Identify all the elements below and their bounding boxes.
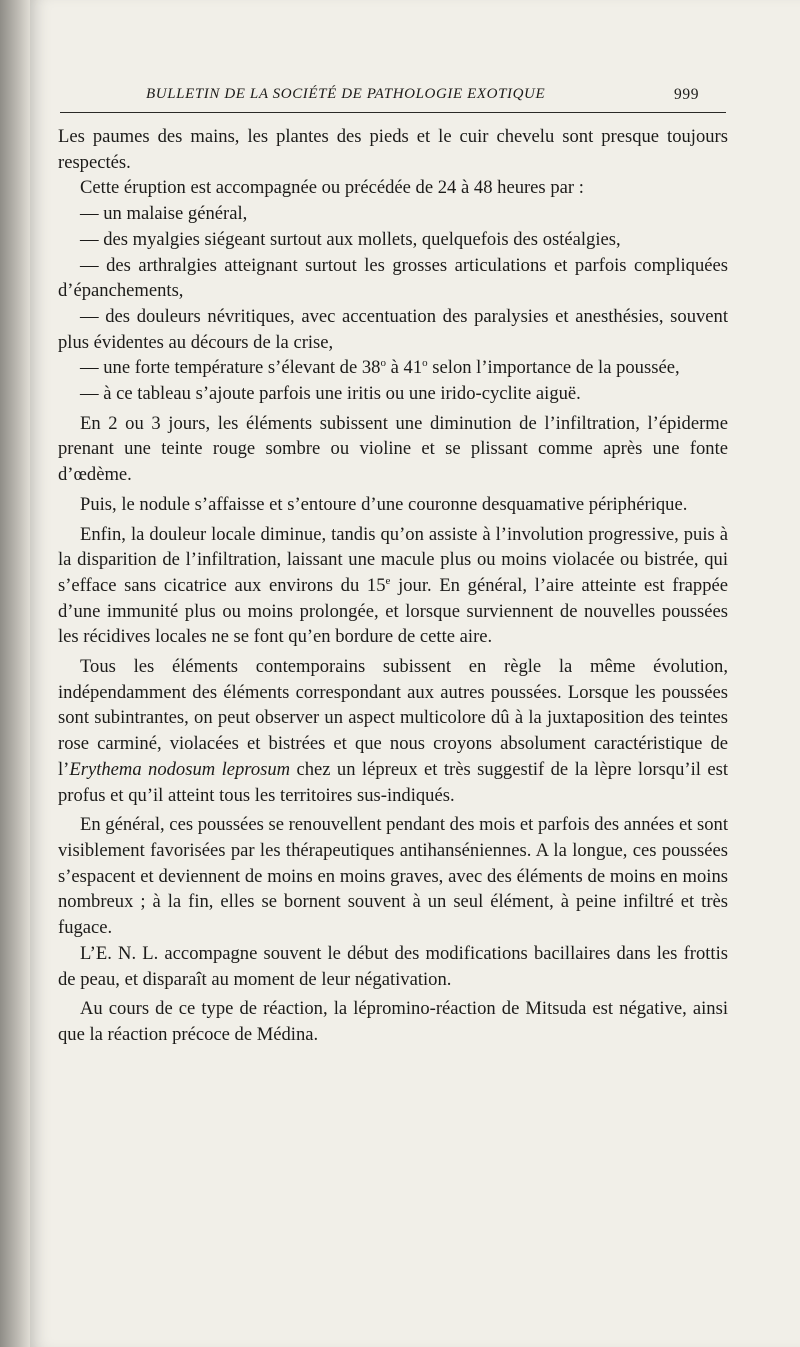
- symptom-malaise: — un malaise général,: [80, 203, 248, 225]
- latin-term: Erythema nodosum leprosum: [69, 758, 291, 780]
- running-title: BULLETIN DE LA SOCIÉTÉ DE PATHOLOGIE EXOTIQUE: [146, 86, 546, 102]
- paragraph-eruption-intro: Cette éruption est accompagnée ou précédée de 24 à 48 heures par :: [80, 177, 584, 199]
- paragraph-mitsuda: Au cours de ce type de réaction, la lépromino-réaction de Mitsuda est négative, ainsi que la réaction précoce de Médina.: [58, 998, 728, 1045]
- symptom-temperature: [58, 355, 728, 381]
- header-rule: [60, 112, 726, 113]
- ordinal-superscript: e: [385, 574, 391, 587]
- symptom-iritis: — à ce tableau s’ajoute parfois une iritis ou une irido-cyclite aiguë.: [80, 383, 581, 405]
- page-number: 999: [674, 86, 700, 103]
- paragraph-renouvellement: En général, ces poussées se renouvellent pendant des mois et parfois des années et sont visiblement favorisées par les thérapeutiques antihanséniennes. A la longue, ces poussées s’espacent et deviennent de moins en moins graves, avec des éléments de moins en moins nombreux ; à la fin, elles se bornent souvent à un seul élément, à peine infiltré et très fugace.: [58, 814, 729, 939]
- involution-text-before: Enfin, la douleur locale diminue, tandis qu’on assiste à l’involution progressive, puis à la disparition de l’infiltration, laissant une macule plus ou moins violacée ou bistrée, qui s’efface sans cicatrice aux environs du 15: [58, 523, 728, 596]
- paragraph-evolution: [58, 654, 728, 808]
- evolution-text-after: chez un lépreux et très suggestif de la lèpre lorsqu’il est profus et qu’il atteint tous les territoires sus-indiqués.: [58, 758, 728, 806]
- degree-superscript: o: [380, 357, 386, 370]
- running-header: [58, 86, 738, 108]
- involution-text-after: jour. En général, l’aire atteinte est frappée d’une immunité plus ou moins prolongée, et lorsque surviennent de nouvelles poussées les récidives locales ne se font qu’en bordure de cette aire.: [58, 574, 728, 648]
- temperature-text-after: selon l’importance de la poussée,: [427, 357, 680, 379]
- paragraph-enl: L’E. N. L. accompagne souvent le début des modifications bacillaires dans les frottis de peau, et disparaît au moment de leur négativation.: [58, 942, 728, 990]
- evolution-text-before: Tous les éléments contemporains subissent en règle la même évolution, indépendamment des éléments correspondant aux autres poussées. Lorsque les poussées sont subintrantes, on peut observer un aspect multicolore dû à la juxtaposition des teintes rose carminé, violacées et bistrées et que nous croyons absolument caractéristique de l’: [58, 656, 728, 780]
- temperature-text-before: — une forte température s’élevant de 38: [80, 357, 381, 379]
- symptom-myalgies: — des myalgies siégeant surtout aux mollets, quelquefois des ostéalgies,: [80, 228, 621, 250]
- book-gutter: [0, 0, 32, 1347]
- paragraph-infiltration: En 2 ou 3 jours, les éléments subissent une diminution de l’infiltration, l’épiderme prenant une teinte rouge sombre ou violine et se plissant comme après une fonte d’œdème.: [58, 412, 728, 486]
- paragraph-nodule: Puis, le nodule s’affaisse et s’entoure d’une couronne desquamative périphérique.: [80, 493, 688, 515]
- paragraph-continuation: Les paumes des mains, les plantes des pieds et le cuir chevelu sont presque toujours respectés.: [58, 126, 728, 173]
- body-text: [58, 124, 728, 1048]
- symptom-douleurs-nevritiques: — des douleurs névritiques, avec accentuation des paralysies et anesthésies, souvent plus évidentes au décours de la crise,: [58, 305, 728, 353]
- journal-page: [30, 0, 800, 1347]
- temperature-text-middle: à 41: [385, 357, 423, 379]
- degree-superscript: o: [422, 357, 428, 370]
- paragraph-involution: [58, 522, 728, 651]
- symptom-arthralgies: — des arthralgies atteignant surtout les grosses articulations et parfois compliquées d’épanchements,: [58, 254, 728, 302]
